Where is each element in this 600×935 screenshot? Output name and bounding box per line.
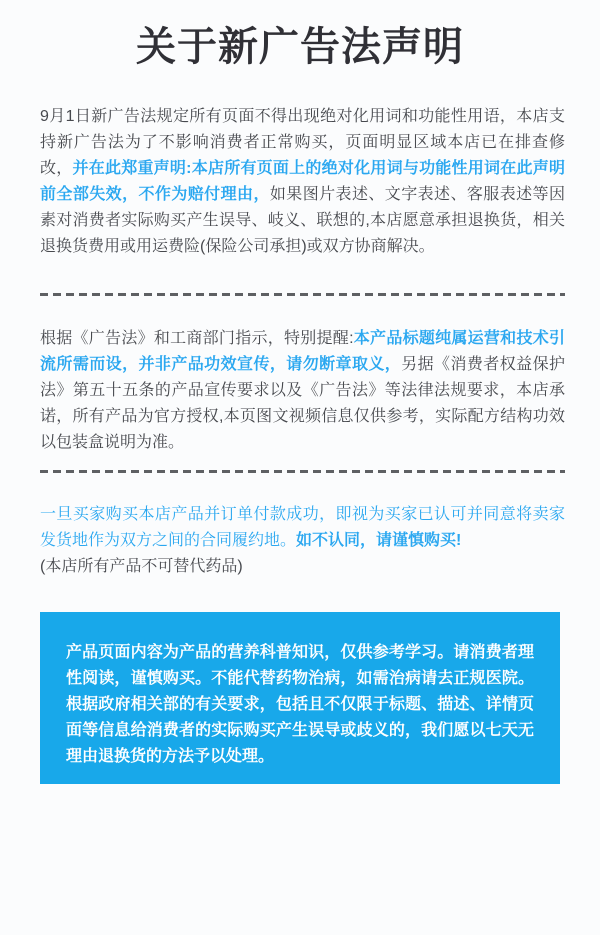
notice-box-text: 产品页面内容为产品的营养科普知识，仅供参考学习。请消费者理性阅读，谨慎购买。不能代替药物治病，如需治病请去正规医院。根据政府相关部的有关要求，包括且不仅限于标题、描述、详情页面等信息给消费者的实际购买产生误导或歧义的，我们愿以七天无理由退换货的方法予以处理。 [66,644,534,765]
paragraph2-highlight-text: 本产品标题纯属运营和技术引流所需而设，并非产品功效宣传，请勿断章取义， [40,330,565,373]
dashed-divider-1 [40,293,565,296]
notice-box [40,612,560,784]
ad-law-statement-page [0,22,600,784]
paragraph3-blue-text: 一旦买家购买本店产品并订单付款成功，即视为买家已认可并同意将卖家发货地作为双方之间的合同履约地。 [40,506,565,549]
dashed-divider-2 [40,470,565,473]
statement-content [0,104,600,580]
paragraph-declaration [40,104,565,260]
paragraph3-warning-text: 如不认同，请谨慎购买! [296,532,462,549]
paragraph-reminder [40,326,565,456]
paragraph1-lead-text: 9月1日新广告法规定所有页面不得出现绝对化用词和功能性用语，本店支持新广告法为了不影响消费者正常购买，页面明显区域本店已在排查修改， [40,108,565,177]
paragraph2-lead-text: 根据《广告法》和工商部门指示，特别提醒: [40,330,354,347]
paragraph1-highlight-text: 并在此郑重声明:本店所有页面上的绝对化用词与功能性用词在此声明前全部失效，不作为赔付理由， [40,160,565,203]
paragraph-contract [40,502,565,580]
paragraph3-note-text: (本店所有产品不可替代药品) [40,558,243,575]
paragraph2-tail-text: 另据《消费者权益保护法》第五十五条的产品宣传要求以及《广告法》等法律法规要求，本店承诺，所有产品为官方授权,本页图文视频信息仅供参考，实际配方结构功效以包装盒说明为准。 [40,356,565,451]
page-title: 关于新广告法声明 [136,25,464,69]
paragraph1-tail-text: 如果图片表述、文字表述、客服表述等因素对消费者实际购买产生误导、岐义、联想的,本店愿意承担退换货，相关退换货费用或用运费险(保险公司承担)或双方协商解决。 [40,186,565,255]
